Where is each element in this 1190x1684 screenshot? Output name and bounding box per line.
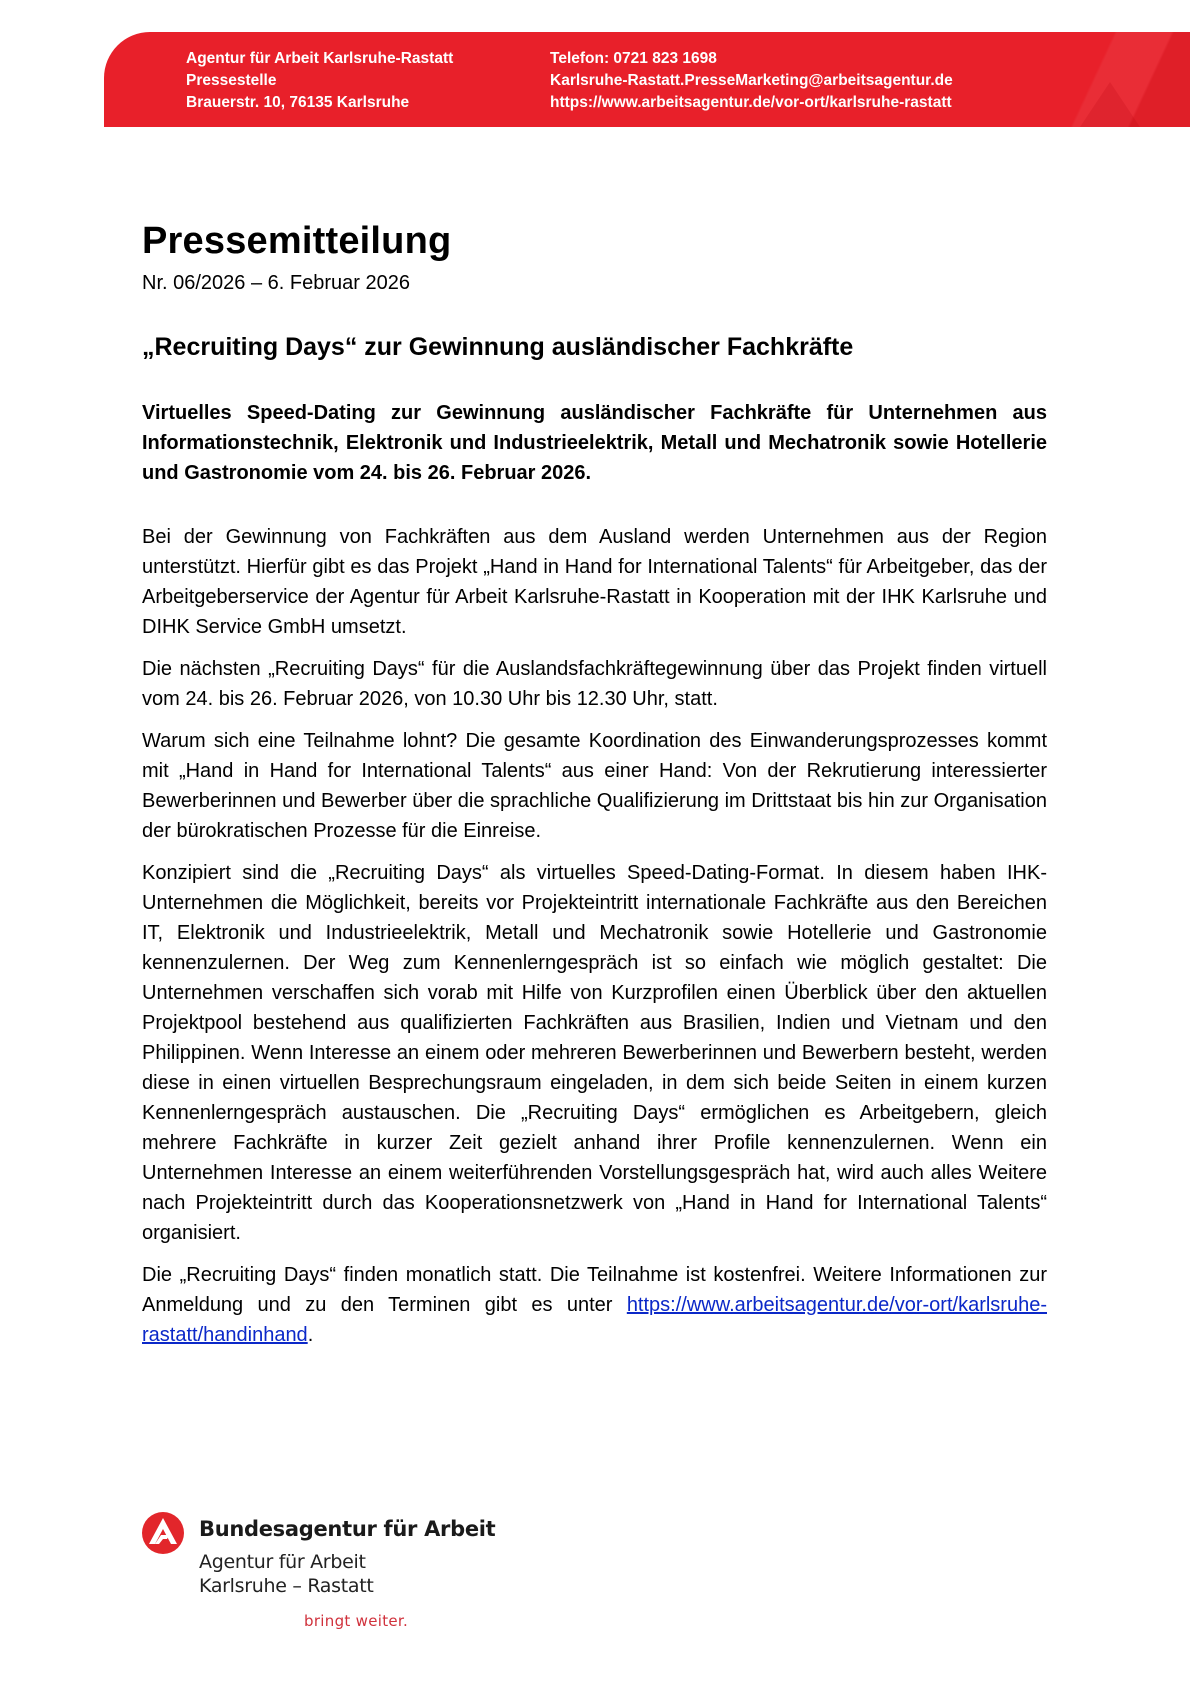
header-address-block xyxy=(186,48,453,114)
handinhand-link[interactable]: https://www.arbeitsagentur.de/vor-ort/karlsruhe-rastatt/handinhand xyxy=(142,1294,1047,1346)
page-title: Pressemitteilung xyxy=(142,220,452,262)
org-name: Bundesagentur für Arbeit xyxy=(199,1517,496,1541)
headline: „Recruiting Days“ zur Gewinnung ausländischer Fachkräfte xyxy=(142,333,854,361)
header-phone: Telefon: 0721 823 1698 xyxy=(550,50,717,67)
header-contact-block xyxy=(550,48,953,114)
local-agency-line1: Agentur für Arbeit xyxy=(199,1551,366,1573)
header-department: Pressestelle xyxy=(186,72,277,89)
article-body xyxy=(142,398,1047,1362)
body-paragraph: Warum sich eine Teilnahme lohnt? Die gesamte Koordination des Einwanderungsprozesses kommt mit „Hand in Hand for International Talents“ aus einer Hand: Von der Rekrutierung interessierter Bewerberinnen und Bewerber über die sprachliche Qualifizierung im Drittstaat bis hin zur Organisation der bürokratischen Prozesse für die Einreise. xyxy=(142,730,1047,842)
header-street-address: Brauerstr. 10, 76135 Karlsruhe xyxy=(186,94,410,111)
header-triangle-decoration xyxy=(1070,82,1150,127)
header-website-link[interactable]: https://www.arbeitsagentur.de/vor-ort/karlsruhe-rastatt xyxy=(550,94,952,111)
release-number-date: Nr. 06/2026 – 6. Februar 2026 xyxy=(142,272,410,294)
header-office-name: Agentur für Arbeit Karlsruhe-Rastatt xyxy=(186,50,454,67)
local-agency-line2: Karlsruhe – Rastatt xyxy=(199,1575,374,1597)
closing-paragraph xyxy=(142,1260,1047,1350)
lead-paragraph: Virtuelles Speed-Dating zur Gewinnung ausländischer Fachkräfte für Unternehmen aus Informationstechnik, Elektronik und Industrieelektrik, Metall und Mechatronik sowie Hotellerie und Gastronomie vom 24. bis 26. Februar 2026. xyxy=(142,402,1047,484)
slogan: bringt weiter. xyxy=(304,1612,409,1630)
body-paragraph: Konzipiert sind die „Recruiting Days“ als virtuelles Speed-Dating-Format. In diesem haben IHK-Unternehmen die Möglichkeit, bereits vor Projekteintritt internationale Fachkräfte aus den Bereichen IT, Elektronik und Industrieelektrik, Metall und Mechatronik sowie Hotellerie und Gastronomie kennenzulernen. Der Weg zum Kennenlerngespräch ist so einfach wie möglich gestaltet: Die Unternehmen verschaffen sich vorab mit Hilfe von Kurzprofilen einen Überblick über den aktuellen Projektpool bestehend aus qualifizierten Fachkräften aus Brasilien, Indien und Vietnam und den Philippinen. Wenn Interesse an einem oder mehreren Bewerberinnen und Bewerbern besteht, werden diese in einen virtuellen Besprechungsraum eingeladen, in dem sich beide Seiten in einem kurzen Kennenlerngespräch austauschen. Die „Recruiting Days“ ermöglichen es Arbeitgebern, gleich mehrere Fachkräfte in kurzer Zeit gezielt anhand ihrer Profile kennenzulernen. Wenn ein Unternehmen Interesse an einem weiterführenden Vorstellungsgespräch hat, wird auch alles Weitere nach Projekteintritt durch das Kooperationsnetzwerk von „Hand in Hand for International Talents“ organisiert. xyxy=(142,862,1047,1244)
closing-period: . xyxy=(307,1324,314,1346)
body-paragraph: Die nächsten „Recruiting Days“ für die Auslandsfachkräftegewinnung über das Projekt finden virtuell vom 24. bis 26. Februar 2026, von 10.30 Uhr bis 12.30 Uhr, statt. xyxy=(142,658,1047,710)
body-paragraph: Bei der Gewinnung von Fachkräften aus dem Ausland werden Unternehmen aus der Region unterstützt. Hierfür gibt es das Projekt „Hand in Hand for International Talents“ für Arbeitgeber, das der Arbeitgeberservice der Agentur für Arbeit Karlsruhe-Rastatt in Kooperation mit der IHK Karlsruhe und DIHK Service GmbH umsetzt. xyxy=(142,526,1047,638)
local-agency-name xyxy=(199,1550,374,1598)
closing-text: Die „Recruiting Days“ finden monatlich statt. Die Teilnahme ist kostenfrei. Weitere Informationen zur Anmeldung und zu den Terminen gibt es unter xyxy=(142,1264,1047,1316)
header-email-link[interactable]: Karlsruhe-Rastatt.PresseMarketing@arbeitsagentur.de xyxy=(550,72,953,89)
ba-logo-icon xyxy=(141,1511,185,1555)
header-band xyxy=(104,32,1190,127)
